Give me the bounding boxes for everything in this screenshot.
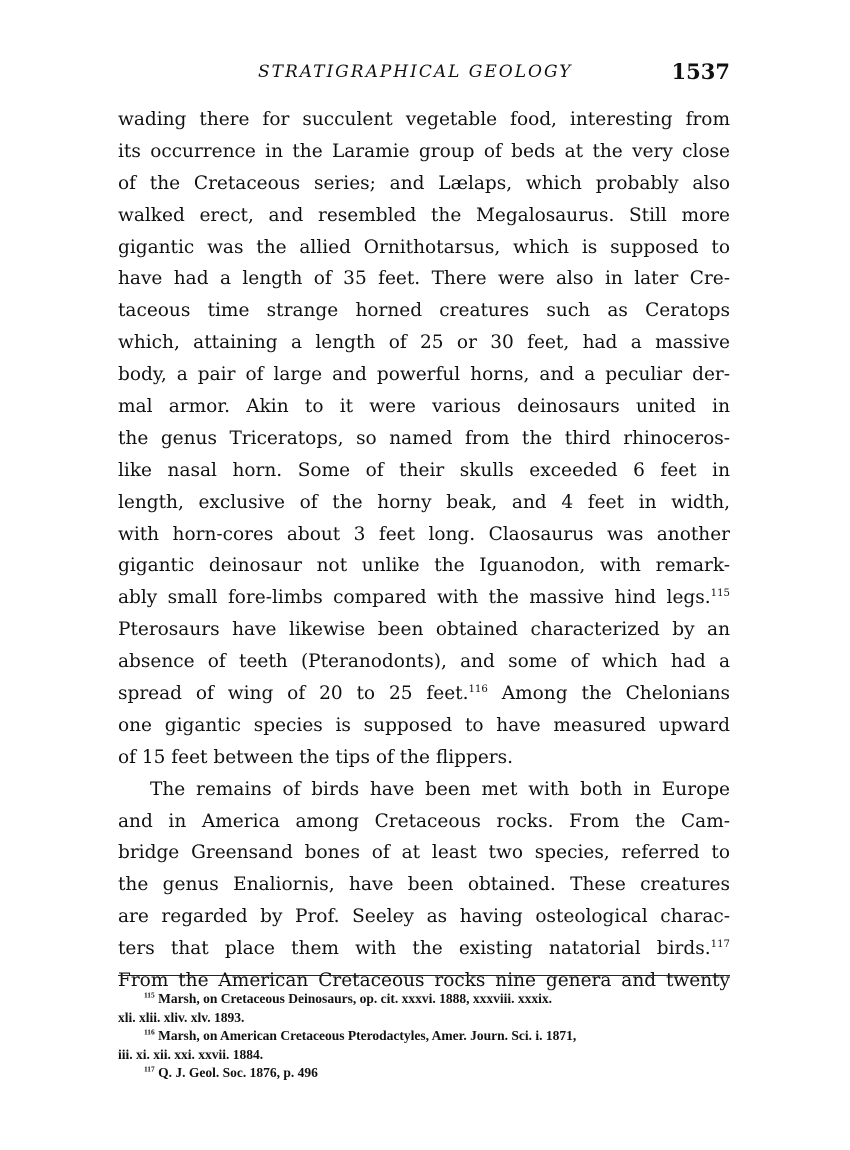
page-number: 1537 (671, 59, 730, 84)
text-line: are regarded by Prof. Seeley as having osteological charac- (118, 906, 730, 928)
text-line: wading there for succulent vegetable food, interesting from (118, 109, 730, 130)
text-line: The remains of birds have been met with both in Europe (150, 778, 730, 800)
text-line: length, exclusive of the horny beak, and 4 feet in width, (118, 491, 730, 513)
footnotes (118, 990, 730, 1083)
text-line: which, attaining a length of 25 or 30 feet, had a massive (118, 332, 730, 354)
footnote-116-cont: iii. xi. xii. xxi. xxvii. 1884. (118, 1046, 264, 1062)
text-line: like nasal horn. Some of their skulls exceeded 6 feet in (118, 459, 730, 481)
text-line: the genus Enaliornis, have been obtained. These creatures (118, 874, 730, 896)
text-line: gigantic was the allied Ornithotarsus, which is supposed to (118, 236, 730, 258)
text-line: one gigantic species is supposed to have measured upward (118, 714, 730, 736)
text-line: the genus Triceratops, so named from the third rhinoceros- (118, 427, 730, 449)
footnote-number: 115 (144, 990, 155, 1000)
text-line: mal armor. Akin to it were various deinosaurs united in (118, 396, 730, 418)
text-line: walked erect, and resembled the Megalosaurus. Still more (118, 204, 730, 226)
text-line: Pterosaurs have likewise been obtained characterized by an (118, 619, 730, 641)
footnote-115: $^{115}$ Marsh, on Cretaceous Deinosaurs, op. cit. xxxvi. 1888, xxxviii. xxxix. (144, 990, 552, 1006)
text-line: with horn-cores about 3 feet long. Claosaurus was another (118, 523, 730, 545)
text-line: gigantic deinosaur not unlike the Iguanodon, with remark- (118, 555, 730, 577)
footnote-divider (118, 975, 730, 976)
text-line: ters that place them with the existing natatorial birds.$^{117}$ (118, 938, 730, 960)
footnote-ref-117: 117 (710, 939, 730, 950)
footnote-116: $^{116}$ Marsh, on American Cretaceous Pterodactyles, Amer. Journ. Sci. i. 1871, (144, 1027, 577, 1043)
footnote-number: 116 (144, 1027, 155, 1037)
running-title: STRATIGRAPHICAL GEOLOGY (258, 62, 573, 82)
text-line: bridge Greensand bones of at least two species, referred to (118, 842, 730, 864)
text-line: From the American Cretaceous rocks nine genera and twenty (118, 970, 730, 992)
text-line: have had a length of 35 feet. There were also in later Cre- (118, 268, 730, 290)
footnote-ref-116: 116 (468, 683, 488, 695)
text-line: body, a pair of large and powerful horns, and a peculiar der- (118, 364, 730, 386)
text-line: of the Cretaceous series; and Lælaps, which probably also (118, 172, 730, 194)
text-line: of 15 feet between the tips of the flippers. (118, 746, 513, 768)
footnote-117: $^{117}$ Q. J. Geol. Soc. 1876, p. 496 (144, 1064, 318, 1080)
text-line: spread of wing of 20 to 25 feet.$^{116}$ Among the Chelonians (118, 683, 730, 705)
body-text (118, 104, 730, 997)
text-line: ably small fore-limbs compared with the massive hind legs.$^{115}$ (118, 587, 730, 609)
footnote-number: 117 (144, 1064, 155, 1074)
page-header (118, 59, 730, 92)
footnote-115-cont: xli. xlii. xliv. xlv. 1893. (118, 1009, 245, 1025)
text-line: and in America among Cretaceous rocks. From the Cam- (118, 810, 730, 832)
text-line: absence of teeth (Pteranodonts), and some of which had a (118, 651, 730, 673)
text-line: its occurrence in the Laramie group of beds at the very close (118, 140, 730, 162)
footnote-ref-115: 115 (710, 588, 730, 600)
text-line: taceous time strange horned creatures such as Ceratops (118, 300, 730, 322)
